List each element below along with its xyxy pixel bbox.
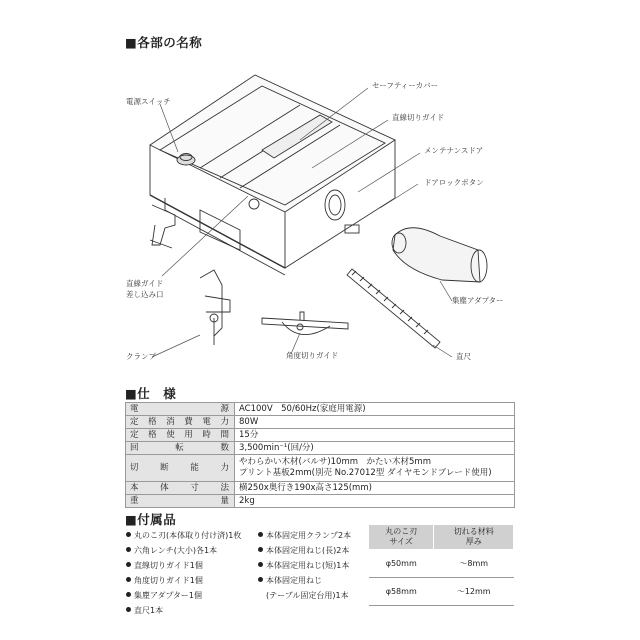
spec-value: 2kg xyxy=(235,495,515,508)
cut-thickness-cell: 〜12mm xyxy=(434,578,514,606)
spec-table xyxy=(125,402,515,508)
label-safety-cover: セーフティーカバー xyxy=(372,81,439,90)
blade-size-header: 丸のこ刃 サイズ xyxy=(369,525,434,550)
blade-size-cell: φ58mm xyxy=(369,578,434,606)
bullet-icon xyxy=(126,562,131,567)
spec-value: AC100V 50/60Hz(家庭用電源) xyxy=(235,403,515,416)
spec-row xyxy=(126,455,515,482)
label-maintenance-door: メンテナンスドア xyxy=(424,146,484,155)
label-rip-guide-slot-1: 直線ガイド xyxy=(126,279,164,288)
spec-row xyxy=(126,403,515,416)
spec-key: 回転数 xyxy=(126,442,235,455)
list-item: 本体固定用ねじ(長)2本 xyxy=(258,543,351,558)
list-item-continued: (テーブル固定台用)1本 xyxy=(266,591,349,600)
spec-value: 15分 xyxy=(235,429,515,442)
bullet-icon xyxy=(126,532,131,537)
cut-thickness-header: 切れる材料 厚み xyxy=(434,525,514,550)
list-item: 集塵アダプター1個 xyxy=(126,588,241,603)
cut-thickness-cell: 〜8mm xyxy=(434,550,514,578)
list-item: 本体固定用ねじ xyxy=(258,573,351,588)
label-dust-adapter: 集塵アダプター xyxy=(452,296,504,305)
list-item: 本体固定用ねじ(短)1本 xyxy=(258,558,351,573)
table-row xyxy=(369,578,514,606)
bullet-icon xyxy=(258,532,263,537)
accessories-list-right xyxy=(258,528,351,603)
spec-key: 定格消費電力 xyxy=(126,416,235,429)
bullet-icon xyxy=(126,547,131,552)
table-saw-illustration xyxy=(150,75,395,275)
bullet-icon xyxy=(258,547,263,552)
spec-value: 3,500min⁻¹(回/分) xyxy=(235,442,515,455)
spec-value-line-1: やわらかい木材(バルサ)10mm かたい木材5mm xyxy=(239,457,431,467)
label-rip-guide-slot-2: 差し込み口 xyxy=(126,290,164,299)
label-ruler: 直尺 xyxy=(456,352,471,361)
table-row xyxy=(369,550,514,578)
label-rip-guide: 直線切りガイド xyxy=(392,113,445,122)
list-item: 角度切りガイド1個 xyxy=(126,573,241,588)
spec-row xyxy=(126,416,515,429)
label-power-switch: 電源スイッチ xyxy=(126,97,171,106)
list-item: 六角レンチ(大小)各1本 xyxy=(126,543,241,558)
spec-key: 電源 xyxy=(126,403,235,416)
spec-section-title: ■仕 様 xyxy=(125,386,177,401)
label-door-lock-button: ドアロックボタン xyxy=(424,178,484,187)
bullet-icon xyxy=(126,607,131,612)
spec-value-line-2: プリント基板2mm(別売 No.27012型 ダイヤモンドブレード使用) xyxy=(239,468,492,478)
label-clamp: クランプ xyxy=(126,352,156,361)
spec-key: 定格使用時間 xyxy=(126,429,235,442)
bullet-icon xyxy=(126,577,131,582)
list-item: 直尺1本 xyxy=(126,603,241,618)
bullet-icon xyxy=(126,592,131,597)
dust-adapter-illustration xyxy=(392,228,487,282)
bullet-icon xyxy=(258,562,263,567)
clamp-illustration xyxy=(200,270,230,345)
spec-row xyxy=(126,495,515,508)
ruler-illustration xyxy=(347,269,440,348)
list-item: 丸のこ刃(本体取り付け済)1枚 xyxy=(126,528,241,543)
spec-key: 本体寸法 xyxy=(126,482,235,495)
label-miter-guide: 角度切りガイド xyxy=(286,351,339,360)
spec-row xyxy=(126,429,515,442)
spec-row xyxy=(126,442,515,455)
list-item: 本体固定用クランプ2本 xyxy=(258,528,351,543)
spec-key: 重量 xyxy=(126,495,235,508)
bullet-icon xyxy=(258,577,263,582)
spec-key: 切断能力 xyxy=(126,455,235,482)
spec-row xyxy=(126,482,515,495)
miter-guide-illustration xyxy=(262,312,348,335)
list-item: 直線切りガイド1個 xyxy=(126,558,241,573)
spec-value xyxy=(235,455,515,482)
blade-capacity-table xyxy=(368,524,514,606)
spec-value: 横250x奥行き190x高さ125(mm) xyxy=(235,482,515,495)
blade-size-cell: φ50mm xyxy=(369,550,434,578)
parts-section-title: ■各部の名称 xyxy=(125,35,203,50)
accessories-list-left xyxy=(126,528,241,618)
accessories-section-title: ■付属品 xyxy=(125,512,177,527)
spec-value: 80W xyxy=(235,416,515,429)
